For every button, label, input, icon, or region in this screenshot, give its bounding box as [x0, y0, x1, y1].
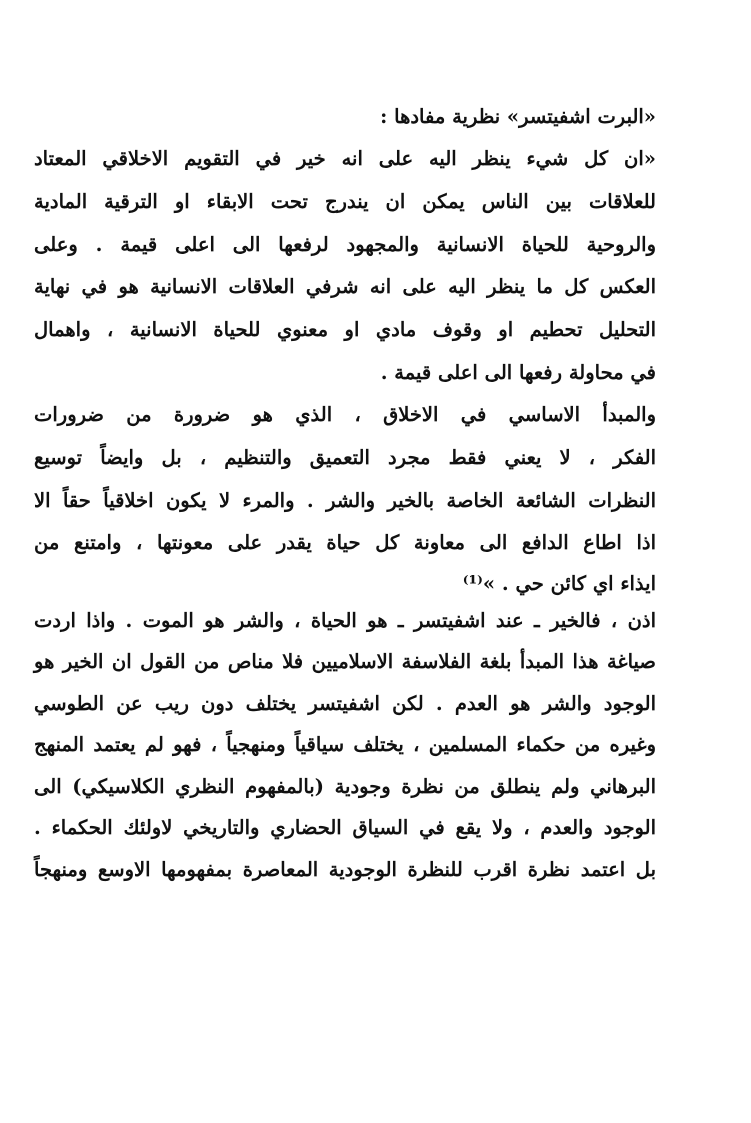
text-line: النظرات الشائعة الخاصة بالخير والشر . والمرء لا يكون اخلاقياً حقاً الا — [34, 489, 656, 512]
text-line: صياغة هذا المبدأ بلغة الفلاسفة الاسلاميين فلا مناص من القول ان الخير هو — [34, 650, 656, 673]
text-line: الوجود والعدم ، ولا يقع في السياق الحضاري والتاريخي لاولئك الحكماء . — [34, 816, 656, 839]
text-line: اذا اطاع الدافع الى معاونة كل حياة يقدر على معونتها ، وامتنع من — [34, 531, 656, 554]
text-line: في محاولة رفعها الى اعلى قيمة . — [380, 361, 656, 384]
text-line: اذن ، فالخير ـ عند اشفيتسر ـ هو الحياة ، والشر هو الموت . واذا اردت — [34, 609, 656, 632]
text-line: بل اعتمد نظرة اقرب للنظرة الوجودية المعاصرة بمفهومها الاوسع ومنهجاً — [34, 858, 656, 881]
text-line: وغيره من حكماء المسلمين ، يختلف سياقياً ومنهجياً ، فهو لم يعتمد المنهج — [34, 733, 656, 756]
text-line: «البرت اشفيتسر» نظرية مفادها : — [380, 105, 656, 128]
text-line: التحليل تحطيم او وقوف مادي او معنوي للحياة الانسانية ، واهمال — [34, 318, 656, 341]
text-line: ايذاء اي كائن حي . »⁽¹⁾ — [462, 572, 656, 595]
text-line: الوجود والشر هو العدم . لكن اشفيتسر يختلف دون ريب عن الطوسي — [34, 692, 656, 715]
text-line: للعلاقات بين الناس يمكن ان يندرج تحت الابقاء او الترقية المادية — [34, 190, 656, 213]
text-line: البرهاني ولم ينطلق من نظرة وجودية (بالمفهوم النظري الكلاسيكي) الى — [34, 775, 656, 798]
text-line: الفكر ، لا يعني فقط مجرد التعميق والتنظيم ، بل وايضاً توسيع — [34, 446, 656, 469]
text-line: «ان كل شيء ينظر اليه على انه خير في التقويم الاخلاقي المعتاد — [34, 147, 656, 170]
text-line: العكس كل ما ينظر اليه على انه شرفي العلاقات الانسانية هو في نهاية — [34, 275, 656, 298]
text-line: والروحية للحياة الانسانية والمجهود لرفعها الى اعلى قيمة . وعلى — [34, 233, 656, 256]
text-line: والمبدأ الاساسي في الاخلاق ، الذي هو ضرورة من ضرورات — [34, 403, 656, 426]
